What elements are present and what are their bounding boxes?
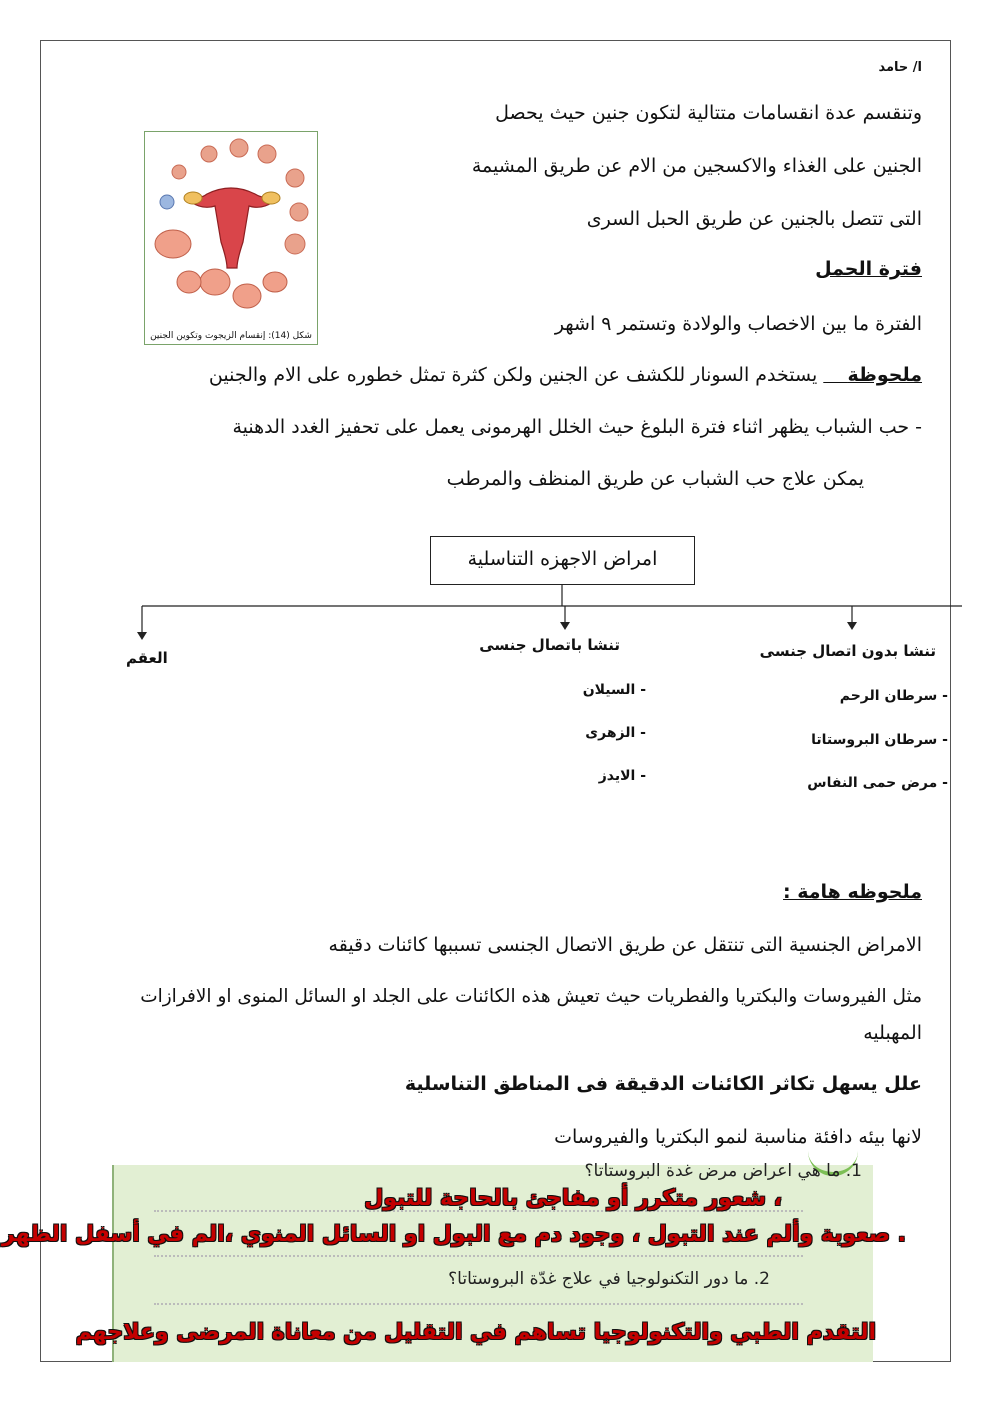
list-item: - سرطان البروستاتا: [811, 732, 948, 748]
workbook-question-2: 2. ما دور التكنولوجيا في علاج غدّة البروستاتا؟: [448, 1269, 770, 1289]
list-item: - الايدز: [598, 768, 646, 784]
intro-line-1: وتنقسم عدة انقسامات متتالية لتكون جنين حيث يحصل: [495, 102, 922, 124]
reason-answer: لانها بيئه دافئة مناسبة لنمو البكتريا والفيروسات: [554, 1126, 922, 1148]
workbook-answer-1-line-2: . صعوبة وألم عند التبول ، وجود دم مع البول او السائل المنوي ،الم في أسفل الظهر: [2, 1222, 906, 1247]
diagram-root-box: امراض الاجهزه التناسلية: [430, 536, 695, 585]
note-label: ملحوظة: [847, 364, 922, 386]
important-note-line-3: المهبليه: [863, 1022, 922, 1044]
dotted-line: [154, 1255, 803, 1257]
list-item: - السيلان: [582, 682, 646, 698]
important-note-title: ملحوظه هامة :: [783, 881, 922, 903]
figure-caption: شكل (14): إنقسام الزيجوت وتكوين الجنين: [150, 331, 312, 341]
workbook-answer-1-line-1: ، شعور متكرر أو مفاجئ بالحاجة للتبول: [364, 1186, 782, 1211]
important-note-line-2: مثل الفيروسات والبكتريا والفطريات حيث تعيش هذه الكائنات على الجلد او السائل المنوى او الافرازات: [140, 986, 922, 1007]
branch-infertility: العقم: [126, 649, 168, 667]
branch-sexual: تنشا باتصال جنسى: [479, 636, 620, 654]
note-text: يستخدم السونار للكشف عن الجنين ولكن كثرة تمثل خطوره على الام والجنين: [208, 364, 824, 386]
branch-non-sexual: تنشا بدون اتصال جنسى: [759, 642, 936, 660]
diagram-connectors: [0, 0, 992, 700]
list-item: - مرض حمى النفاس: [807, 775, 948, 791]
important-note-line-1: الامراض الجنسية التى تنتقل عن طريق الاتصال الجنسى تسببها كائنات دقيقه: [328, 934, 922, 956]
pregnancy-title: فترة الحمل: [815, 258, 922, 280]
teacher-name: ا/ حامد: [878, 60, 922, 75]
workbook-answer-2: التقدم الطبي والتكنولوجيا تساهم في التقليل من معاناة المرضى وعلاجهم: [75, 1320, 876, 1345]
workbook-question-1: 1. ما هي اعراض مرض غدة البروستاتا؟: [584, 1161, 862, 1181]
dotted-line: [154, 1303, 803, 1305]
intro-line-3: التى تتصل بالجنين عن طريق الحبل السرى: [586, 208, 922, 230]
acne-line-2: يمكن علاج حب الشباب عن طريق المنظف والمرطب: [446, 468, 864, 490]
list-item: - سرطان الرحم: [839, 688, 948, 704]
intro-line-2: الجنين على الغذاء والاكسجين من الام عن طريق المشيمة: [471, 155, 922, 177]
reason-question: علل يسهل تكاثر الكائنات الدقيقة فى المناطق التناسلية: [404, 1073, 922, 1095]
acne-line-1: - حب الشباب يظهر اثناء فترة البلوغ حيث الخلل الهرمونى يعمل على تحفيز الغدد الدهنية: [232, 416, 922, 438]
pregnancy-text: الفترة ما بين الاخصاب والولادة وتستمر ٩ اشهر: [554, 313, 922, 335]
list-item: - الزهرى: [585, 725, 646, 741]
